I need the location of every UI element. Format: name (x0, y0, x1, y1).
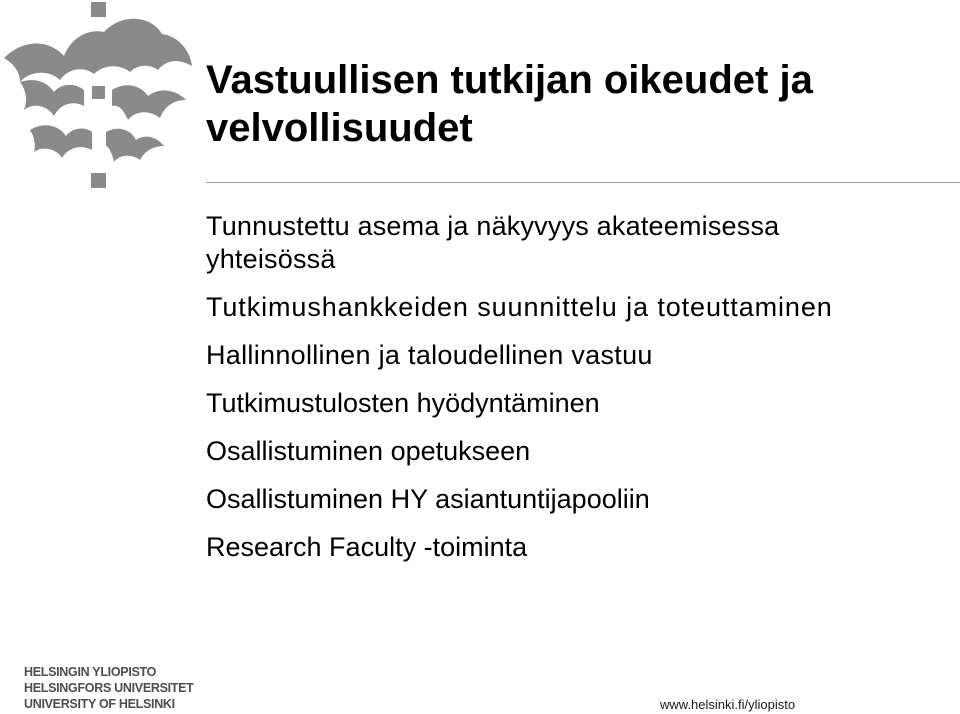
bullet-item: Tunnustettu asema ja näkyvyys akateemisessa yhteisössä (206, 211, 780, 274)
slide-title: Vastuullisen tutkijan oikeudet ja velvollisuudet (206, 58, 813, 150)
university-name-swedish: HELSINGFORS UNIVERSITET (24, 681, 194, 695)
university-name-block (24, 664, 224, 712)
bullet-item: Tutkimustulosten hyödyntäminen (206, 388, 600, 418)
bullet-item: Hallinnollinen ja taloudellinen vastuu (206, 340, 653, 370)
bullet-item: Research Faculty -toiminta (206, 532, 528, 562)
university-name-english: UNIVERSITY OF HELSINKI (24, 697, 175, 711)
footer-url[interactable]: www.helsinki.fi/yliopisto (660, 697, 796, 712)
helsinki-flame-logo-icon (0, 0, 200, 190)
bullet-item: Osallistuminen HY asiantuntijapooliin (206, 484, 650, 514)
university-name-finnish: HELSINGIN YLIOPISTO (24, 665, 157, 679)
bullet-item: Osallistuminen opetukseen (206, 436, 531, 466)
bullet-item: Tutkimushankkeiden suunnittelu ja toteuttaminen (206, 292, 833, 322)
bullet-list (206, 210, 906, 579)
title-divider (206, 182, 960, 183)
